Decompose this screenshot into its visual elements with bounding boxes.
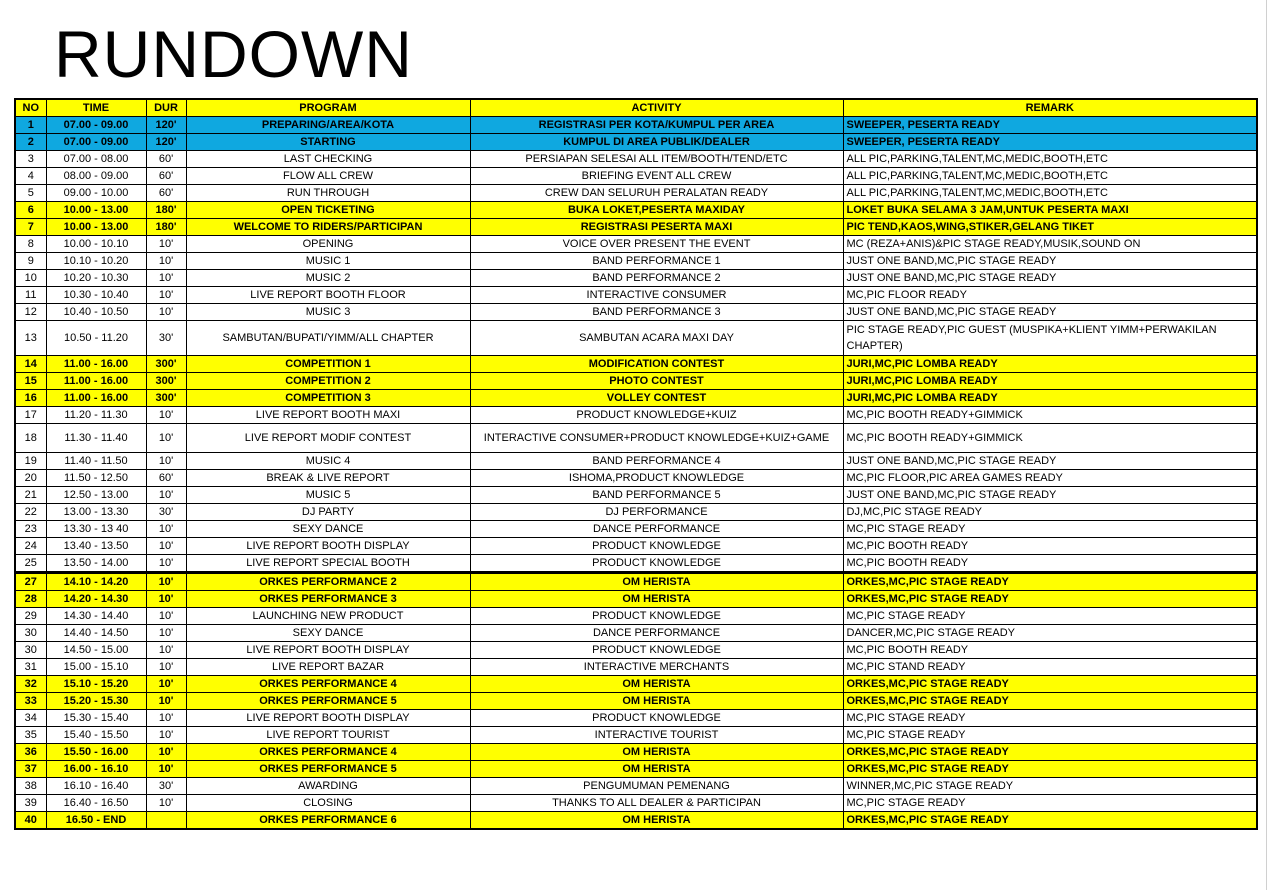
row-dur: 30' — [146, 778, 186, 795]
row-time: 07.00 - 09.00 — [46, 134, 146, 151]
row-dur: 10' — [146, 573, 186, 591]
row-remark: MC,PIC BOOTH READY — [843, 642, 1257, 659]
row-time: 13.50 - 14.00 — [46, 555, 146, 573]
row-time: 14.20 - 14.30 — [46, 591, 146, 608]
row-dur: 10' — [146, 625, 186, 642]
row-no: 28 — [15, 591, 46, 608]
row-program: ORKES PERFORMANCE 3 — [186, 591, 470, 608]
row-time: 15.20 - 15.30 — [46, 693, 146, 710]
row-time: 16.00 - 16.10 — [46, 761, 146, 778]
row-activity: REGISTRASI PESERTA MAXI — [470, 219, 843, 236]
row-no: 27 — [15, 573, 46, 591]
row-remark: WINNER,MC,PIC STAGE READY — [843, 778, 1257, 795]
row-activity: PENGUMUMAN PEMENANG — [470, 778, 843, 795]
row-remark: LOKET BUKA SELAMA 3 JAM,UNTUK PESERTA MAXI — [843, 202, 1257, 219]
table-row — [15, 659, 1257, 676]
row-activity: VOLLEY CONTEST — [470, 390, 843, 407]
row-program: DJ PARTY — [186, 504, 470, 521]
row-remark: ORKES,MC,PIC STAGE READY — [843, 573, 1257, 591]
row-remark: MC,PIC STAGE READY — [843, 608, 1257, 625]
row-program: WELCOME TO RIDERS/PARTICIPAN — [186, 219, 470, 236]
row-activity: SAMBUTAN ACARA MAXI DAY — [470, 321, 843, 356]
row-remark: ORKES,MC,PIC STAGE READY — [843, 812, 1257, 830]
row-no: 16 — [15, 390, 46, 407]
header-program: PROGRAM — [186, 99, 470, 117]
row-no: 3 — [15, 151, 46, 168]
table-row — [15, 555, 1257, 573]
row-program: STARTING — [186, 134, 470, 151]
table-row — [15, 168, 1257, 185]
row-no: 35 — [15, 727, 46, 744]
row-dur: 10' — [146, 659, 186, 676]
table-row — [15, 710, 1257, 727]
row-program: LIVE REPORT BOOTH DISPLAY — [186, 710, 470, 727]
row-activity: PRODUCT KNOWLEDGE — [470, 710, 843, 727]
row-activity: DANCE PERFORMANCE — [470, 625, 843, 642]
table-row — [15, 407, 1257, 424]
row-time: 07.00 - 09.00 — [46, 117, 146, 134]
row-program: LIVE REPORT BOOTH MAXI — [186, 407, 470, 424]
row-time: 10.10 - 10.20 — [46, 253, 146, 270]
table-row — [15, 812, 1257, 830]
row-activity: CREW DAN SELURUH PERALATAN READY — [470, 185, 843, 202]
rundown-table — [14, 98, 1258, 830]
row-program: OPEN TICKETING — [186, 202, 470, 219]
table-row — [15, 538, 1257, 555]
row-time: 11.00 - 16.00 — [46, 390, 146, 407]
row-program: PREPARING/AREA/KOTA — [186, 117, 470, 134]
row-time: 15.30 - 15.40 — [46, 710, 146, 727]
row-dur: 10' — [146, 642, 186, 659]
row-program: AWARDING — [186, 778, 470, 795]
table-row — [15, 202, 1257, 219]
row-no: 10 — [15, 270, 46, 287]
row-activity: PRODUCT KNOWLEDGE — [470, 538, 843, 555]
row-remark: JUST ONE BAND,MC,PIC STAGE READY — [843, 304, 1257, 321]
page-title: RUNDOWN — [54, 17, 413, 91]
row-dur: 10' — [146, 761, 186, 778]
row-no: 5 — [15, 185, 46, 202]
table-row — [15, 625, 1257, 642]
row-dur: 30' — [146, 321, 186, 356]
row-no: 2 — [15, 134, 46, 151]
table-row — [15, 504, 1257, 521]
table-row — [15, 236, 1257, 253]
row-remark: JURI,MC,PIC LOMBA READY — [843, 356, 1257, 373]
row-no: 4 — [15, 168, 46, 185]
row-time: 13.00 - 13.30 — [46, 504, 146, 521]
row-remark: MC,PIC FLOOR READY — [843, 287, 1257, 304]
row-dur: 10' — [146, 710, 186, 727]
row-activity: BAND PERFORMANCE 3 — [470, 304, 843, 321]
row-activity: THANKS TO ALL DEALER & PARTICIPAN — [470, 795, 843, 812]
row-remark: ALL PIC,PARKING,TALENT,MC,MEDIC,BOOTH,ETC — [843, 151, 1257, 168]
row-no: 9 — [15, 253, 46, 270]
row-dur: 10' — [146, 521, 186, 538]
row-activity: BAND PERFORMANCE 5 — [470, 487, 843, 504]
row-time: 13.40 - 13.50 — [46, 538, 146, 555]
row-time: 10.50 - 11.20 — [46, 321, 146, 356]
row-time: 12.50 - 13.00 — [46, 487, 146, 504]
row-no: 24 — [15, 538, 46, 555]
row-remark: ORKES,MC,PIC STAGE READY — [843, 761, 1257, 778]
row-no: 37 — [15, 761, 46, 778]
row-activity: OM HERISTA — [470, 676, 843, 693]
table-row — [15, 321, 1257, 356]
row-dur: 60' — [146, 151, 186, 168]
row-activity: OM HERISTA — [470, 761, 843, 778]
row-remark: MC,PIC BOOTH READY — [843, 538, 1257, 555]
row-time: 11.00 - 16.00 — [46, 373, 146, 390]
row-remark: JUST ONE BAND,MC,PIC STAGE READY — [843, 453, 1257, 470]
table-row — [15, 253, 1257, 270]
header-time: TIME — [46, 99, 146, 117]
row-remark: JUST ONE BAND,MC,PIC STAGE READY — [843, 270, 1257, 287]
row-dur: 10' — [146, 270, 186, 287]
row-time: 14.50 - 15.00 — [46, 642, 146, 659]
row-time: 08.00 - 09.00 — [46, 168, 146, 185]
table-row — [15, 185, 1257, 202]
row-activity: OM HERISTA — [470, 591, 843, 608]
row-no: 25 — [15, 555, 46, 573]
row-remark: MC,PIC BOOTH READY+GIMMICK — [843, 424, 1257, 453]
table-row — [15, 424, 1257, 453]
row-activity: ISHOMA,PRODUCT KNOWLEDGE — [470, 470, 843, 487]
table-row — [15, 693, 1257, 710]
row-no: 17 — [15, 407, 46, 424]
header-no: NO — [15, 99, 46, 117]
row-time: 10.00 - 13.00 — [46, 219, 146, 236]
row-no: 36 — [15, 744, 46, 761]
table-row — [15, 134, 1257, 151]
row-no: 1 — [15, 117, 46, 134]
row-activity: KUMPUL DI AREA PUBLIK/DEALER — [470, 134, 843, 151]
row-activity: BUKA LOKET,PESERTA MAXIDAY — [470, 202, 843, 219]
row-no: 32 — [15, 676, 46, 693]
row-remark: ORKES,MC,PIC STAGE READY — [843, 693, 1257, 710]
row-remark: PIC TEND,KAOS,WING,STIKER,GELANG TIKET — [843, 219, 1257, 236]
row-dur: 10' — [146, 744, 186, 761]
row-dur: 120' — [146, 134, 186, 151]
row-dur: 180' — [146, 202, 186, 219]
table-row — [15, 676, 1257, 693]
table-row — [15, 608, 1257, 625]
row-no: 22 — [15, 504, 46, 521]
row-no: 19 — [15, 453, 46, 470]
row-time: 14.40 - 14.50 — [46, 625, 146, 642]
row-time: 16.10 - 16.40 — [46, 778, 146, 795]
row-dur: 10' — [146, 487, 186, 504]
row-time: 15.50 - 16.00 — [46, 744, 146, 761]
table-header-row — [15, 99, 1257, 117]
row-dur: 180' — [146, 219, 186, 236]
row-time: 15.00 - 15.10 — [46, 659, 146, 676]
row-no: 14 — [15, 356, 46, 373]
row-dur: 10' — [146, 304, 186, 321]
row-program: MUSIC 4 — [186, 453, 470, 470]
row-program: LIVE REPORT SPECIAL BOOTH — [186, 555, 470, 573]
row-activity: REGISTRASI PER KOTA/KUMPUL PER AREA — [470, 117, 843, 134]
row-activity: OM HERISTA — [470, 573, 843, 591]
row-no: 11 — [15, 287, 46, 304]
row-dur: 120' — [146, 117, 186, 134]
row-remark: JURI,MC,PIC LOMBA READY — [843, 390, 1257, 407]
row-dur: 10' — [146, 253, 186, 270]
row-no: 30 — [15, 642, 46, 659]
row-activity: MODIFICATION CONTEST — [470, 356, 843, 373]
row-program: LIVE REPORT BOOTH DISPLAY — [186, 642, 470, 659]
row-no: 23 — [15, 521, 46, 538]
row-activity: PRODUCT KNOWLEDGE+KUIZ — [470, 407, 843, 424]
row-no: 15 — [15, 373, 46, 390]
table-row — [15, 573, 1257, 591]
table-row — [15, 795, 1257, 812]
row-activity: PERSIAPAN SELESAI ALL ITEM/BOOTH/TEND/ETC — [470, 151, 843, 168]
row-activity: DJ PERFORMANCE — [470, 504, 843, 521]
row-activity: VOICE OVER PRESENT THE EVENT — [470, 236, 843, 253]
row-remark: ALL PIC,PARKING,TALENT,MC,MEDIC,BOOTH,ETC — [843, 168, 1257, 185]
row-no: 18 — [15, 424, 46, 453]
row-program: ORKES PERFORMANCE 6 — [186, 812, 470, 830]
row-time: 10.40 - 10.50 — [46, 304, 146, 321]
row-remark: ORKES,MC,PIC STAGE READY — [843, 676, 1257, 693]
row-no: 34 — [15, 710, 46, 727]
row-remark: JUST ONE BAND,MC,PIC STAGE READY — [843, 253, 1257, 270]
row-activity: INTERACTIVE MERCHANTS — [470, 659, 843, 676]
row-dur: 60' — [146, 470, 186, 487]
table-row — [15, 453, 1257, 470]
row-dur: 10' — [146, 407, 186, 424]
row-remark: MC,PIC FLOOR,PIC AREA GAMES READY — [843, 470, 1257, 487]
row-no: 31 — [15, 659, 46, 676]
row-time: 15.40 - 15.50 — [46, 727, 146, 744]
row-activity: OM HERISTA — [470, 812, 843, 830]
header-dur: DUR — [146, 99, 186, 117]
table-row — [15, 219, 1257, 236]
row-no: 6 — [15, 202, 46, 219]
table-row — [15, 487, 1257, 504]
table-row — [15, 591, 1257, 608]
row-program: ORKES PERFORMANCE 4 — [186, 744, 470, 761]
row-no: 30 — [15, 625, 46, 642]
row-remark: JURI,MC,PIC LOMBA READY — [843, 373, 1257, 390]
table-row — [15, 270, 1257, 287]
table-row — [15, 390, 1257, 407]
row-program: LIVE REPORT MODIF CONTEST — [186, 424, 470, 453]
row-no: 12 — [15, 304, 46, 321]
row-remark: SWEEPER, PESERTA READY — [843, 117, 1257, 134]
table-row — [15, 727, 1257, 744]
table-row — [15, 151, 1257, 168]
row-activity: BRIEFING EVENT ALL CREW — [470, 168, 843, 185]
row-no: 20 — [15, 470, 46, 487]
row-remark: JUST ONE BAND,MC,PIC STAGE READY — [843, 487, 1257, 504]
row-program: ORKES PERFORMANCE 5 — [186, 761, 470, 778]
row-program: LAUNCHING NEW PRODUCT — [186, 608, 470, 625]
row-activity: BAND PERFORMANCE 2 — [470, 270, 843, 287]
row-activity: BAND PERFORMANCE 1 — [470, 253, 843, 270]
row-remark: MC (REZA+ANIS)&PIC STAGE READY,MUSIK,SOUND ON — [843, 236, 1257, 253]
row-program: ORKES PERFORMANCE 4 — [186, 676, 470, 693]
row-program: COMPETITION 2 — [186, 373, 470, 390]
table-row — [15, 778, 1257, 795]
row-program: MUSIC 3 — [186, 304, 470, 321]
table-row — [15, 373, 1257, 390]
row-time: 16.50 - END — [46, 812, 146, 830]
row-remark: DANCER,MC,PIC STAGE READY — [843, 625, 1257, 642]
row-dur: 10' — [146, 608, 186, 625]
row-dur: 10' — [146, 727, 186, 744]
row-program: FLOW ALL CREW — [186, 168, 470, 185]
table-row — [15, 761, 1257, 778]
table-row — [15, 287, 1257, 304]
row-remark: ORKES,MC,PIC STAGE READY — [843, 591, 1257, 608]
header-activity: ACTIVITY — [470, 99, 843, 117]
row-activity: BAND PERFORMANCE 4 — [470, 453, 843, 470]
row-program: COMPETITION 3 — [186, 390, 470, 407]
row-dur: 10' — [146, 555, 186, 573]
row-program: RUN THROUGH — [186, 185, 470, 202]
row-program: COMPETITION 1 — [186, 356, 470, 373]
row-no: 7 — [15, 219, 46, 236]
row-no: 8 — [15, 236, 46, 253]
row-dur: 10' — [146, 453, 186, 470]
row-activity: DANCE PERFORMANCE — [470, 521, 843, 538]
row-time: 11.20 - 11.30 — [46, 407, 146, 424]
row-remark: MC,PIC STAGE READY — [843, 710, 1257, 727]
row-dur — [146, 812, 186, 830]
row-no: 29 — [15, 608, 46, 625]
row-program: ORKES PERFORMANCE 5 — [186, 693, 470, 710]
row-dur: 10' — [146, 424, 186, 453]
row-remark: MC,PIC BOOTH READY+GIMMICK — [843, 407, 1257, 424]
row-program: LIVE REPORT BOOTH DISPLAY — [186, 538, 470, 555]
row-remark: SWEEPER, PESERTA READY — [843, 134, 1257, 151]
row-activity: OM HERISTA — [470, 744, 843, 761]
row-no: 38 — [15, 778, 46, 795]
row-program: SEXY DANCE — [186, 625, 470, 642]
row-remark: MC,PIC STAND READY — [843, 659, 1257, 676]
table-row — [15, 744, 1257, 761]
row-no: 39 — [15, 795, 46, 812]
row-time: 10.20 - 10.30 — [46, 270, 146, 287]
row-program: MUSIC 2 — [186, 270, 470, 287]
row-program: LIVE REPORT BAZAR — [186, 659, 470, 676]
row-time: 14.30 - 14.40 — [46, 608, 146, 625]
table-row — [15, 356, 1257, 373]
row-dur: 300' — [146, 390, 186, 407]
row-remark: ALL PIC,PARKING,TALENT,MC,MEDIC,BOOTH,ETC — [843, 185, 1257, 202]
row-time: 16.40 - 16.50 — [46, 795, 146, 812]
row-remark: PIC STAGE READY,PIC GUEST (MUSPIKA+KLIENT YIMM+PERWAKILAN CHAPTER) — [843, 321, 1257, 356]
row-time: 14.10 - 14.20 — [46, 573, 146, 591]
row-dur: 10' — [146, 676, 186, 693]
row-program: SEXY DANCE — [186, 521, 470, 538]
row-dur: 300' — [146, 373, 186, 390]
row-time: 10.30 - 10.40 — [46, 287, 146, 304]
row-activity: PRODUCT KNOWLEDGE — [470, 555, 843, 573]
row-dur: 60' — [146, 185, 186, 202]
row-time: 11.50 - 12.50 — [46, 470, 146, 487]
row-program: OPENING — [186, 236, 470, 253]
row-no: 40 — [15, 812, 46, 830]
table-row — [15, 470, 1257, 487]
row-activity: INTERACTIVE CONSUMER — [470, 287, 843, 304]
row-program: MUSIC 5 — [186, 487, 470, 504]
row-no: 33 — [15, 693, 46, 710]
row-dur: 30' — [146, 504, 186, 521]
row-activity: PRODUCT KNOWLEDGE — [470, 608, 843, 625]
row-program: ORKES PERFORMANCE 2 — [186, 573, 470, 591]
row-remark: MC,PIC BOOTH READY — [843, 555, 1257, 573]
row-program: CLOSING — [186, 795, 470, 812]
row-activity: PHOTO CONTEST — [470, 373, 843, 390]
row-dur: 10' — [146, 287, 186, 304]
row-remark: MC,PIC STAGE READY — [843, 521, 1257, 538]
row-time: 15.10 - 15.20 — [46, 676, 146, 693]
row-time: 10.00 - 13.00 — [46, 202, 146, 219]
row-dur: 300' — [146, 356, 186, 373]
header-remark: REMARK — [843, 99, 1257, 117]
row-dur: 10' — [146, 693, 186, 710]
row-remark: ORKES,MC,PIC STAGE READY — [843, 744, 1257, 761]
table-row — [15, 304, 1257, 321]
row-time: 10.00 - 10.10 — [46, 236, 146, 253]
row-no: 21 — [15, 487, 46, 504]
table-row — [15, 117, 1257, 134]
row-remark: MC,PIC STAGE READY — [843, 727, 1257, 744]
row-dur: 10' — [146, 236, 186, 253]
row-activity: INTERACTIVE TOURIST — [470, 727, 843, 744]
row-dur: 60' — [146, 168, 186, 185]
row-dur: 10' — [146, 795, 186, 812]
row-time: 09.00 - 10.00 — [46, 185, 146, 202]
row-dur: 10' — [146, 538, 186, 555]
row-program: SAMBUTAN/BUPATI/YIMM/ALL CHAPTER — [186, 321, 470, 356]
row-program: MUSIC 1 — [186, 253, 470, 270]
row-dur: 10' — [146, 591, 186, 608]
row-activity: INTERACTIVE CONSUMER+PRODUCT KNOWLEDGE+KUIZ+GAME — [470, 424, 843, 453]
row-program: LIVE REPORT BOOTH FLOOR — [186, 287, 470, 304]
table-row — [15, 642, 1257, 659]
row-program: BREAK & LIVE REPORT — [186, 470, 470, 487]
row-time: 13.30 - 13 40 — [46, 521, 146, 538]
row-program: LIVE REPORT TOURIST — [186, 727, 470, 744]
row-time: 11.00 - 16.00 — [46, 356, 146, 373]
row-remark: MC,PIC STAGE READY — [843, 795, 1257, 812]
row-time: 07.00 - 08.00 — [46, 151, 146, 168]
table-row — [15, 521, 1257, 538]
row-time: 11.40 - 11.50 — [46, 453, 146, 470]
page-edge-divider — [1266, 0, 1267, 890]
row-activity: OM HERISTA — [470, 693, 843, 710]
row-time: 11.30 - 11.40 — [46, 424, 146, 453]
row-no: 13 — [15, 321, 46, 356]
row-remark: DJ,MC,PIC STAGE READY — [843, 504, 1257, 521]
row-activity: PRODUCT KNOWLEDGE — [470, 642, 843, 659]
row-program: LAST CHECKING — [186, 151, 470, 168]
